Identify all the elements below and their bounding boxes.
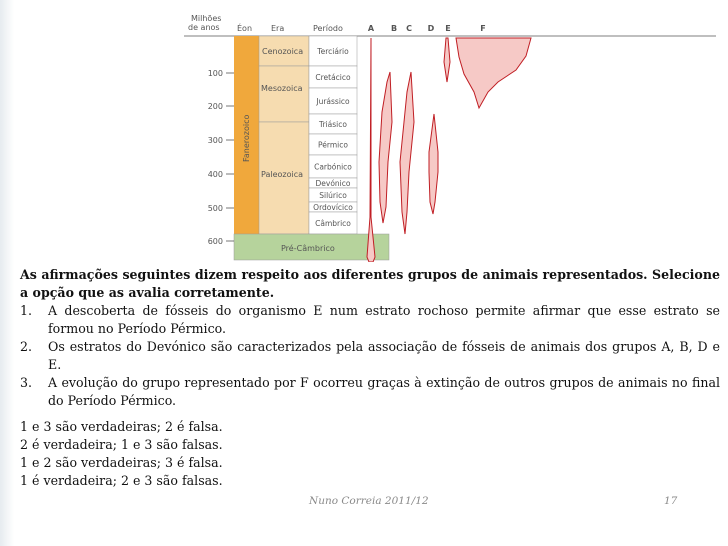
eon-label: Fanerozoico (242, 114, 251, 162)
period-label: Ordovícico (313, 203, 353, 212)
group-letter: B (390, 24, 398, 33)
axis-label-milhoes: Milhões (191, 14, 222, 23)
organism-range-a (367, 38, 375, 262)
statement-list (20, 302, 720, 410)
statement-number: 2. (20, 339, 33, 354)
era-mesozoica (259, 66, 309, 122)
question-block (20, 266, 720, 490)
statement-text: A evolução do grupo representado por F ocorreu graças à extinção de outros grupos de animais no final do Período Pérmico. (48, 375, 720, 408)
group-letter: F (480, 24, 486, 33)
group-letter: C (406, 24, 412, 33)
footer-author: Nuno Correia 2011/12 (309, 495, 429, 507)
answer-options (20, 418, 720, 490)
axis-tick-label: 300 (207, 136, 223, 145)
statement-number: 3. (20, 375, 33, 390)
period-column (309, 36, 357, 234)
page-number: 17 (664, 495, 678, 507)
statement-item (20, 302, 720, 338)
group-letter: A (367, 24, 375, 33)
answer-option[interactable]: 1 é verdadeira; 2 e 3 são falsas. (20, 473, 223, 488)
axis-tick-label: 100 (207, 69, 223, 78)
axis-tick-label: 500 (207, 204, 223, 213)
statement-number: 1. (20, 303, 33, 318)
slide-left-strip (0, 0, 14, 546)
axis-tick-label: 600 (207, 237, 223, 246)
age-axis (208, 69, 234, 246)
organism-range-f (456, 38, 531, 108)
question-intro: As afirmações seguintes dizem respeito aos diferentes grupos de animais representados. Selecione a opção que as avalia corretamente. (20, 267, 720, 300)
answer-option[interactable]: 2 é verdadeira; 1 e 3 são falsas. (20, 437, 223, 452)
answer-option[interactable]: 1 e 2 são verdadeiras; 3 é falsa. (20, 455, 223, 470)
era-header: Era (271, 24, 285, 33)
geologic-timescale-figure (176, 12, 716, 262)
organism-range-b (379, 72, 392, 223)
periodo-header: Período (313, 24, 343, 33)
axis-tick-label: 400 (207, 170, 223, 179)
period-label: Carbónico (314, 162, 352, 172)
period-label: Jurássico (316, 97, 350, 106)
group-letters (368, 24, 486, 33)
period-label: Terciário (317, 47, 349, 56)
period-label: Cretácico (315, 73, 351, 82)
statement-item (20, 338, 720, 374)
period-label: Devónico (315, 179, 351, 188)
period-label: Triásico (319, 120, 347, 129)
era-label-cenozoica: Cenozoica (262, 47, 304, 56)
statement-text: A descoberta de fósseis do organismo E num estrato rochoso permite afirmar que esse estrato se formou no Período Pérmico. (48, 303, 720, 336)
period-label: Câmbrico (315, 219, 351, 228)
group-letter: D (427, 24, 435, 33)
period-label: Silúrico (319, 191, 347, 200)
era-label-paleozoica: Paleozoica (261, 170, 304, 179)
organism-range-e (444, 38, 450, 82)
axis-label-de-anos: de anos (188, 23, 220, 32)
era-label-mesozoica: Mesozoica (261, 84, 303, 93)
precambrian-label: Pré-Câmbrico (281, 244, 335, 253)
organism-range-c (400, 72, 414, 234)
statement-text: Os estratos do Devónico são caracterizados pela associação de fósseis de animais dos grupos A, B, D e E. (48, 339, 720, 372)
group-letter: E (445, 24, 451, 33)
organism-range-d (429, 114, 438, 214)
answer-option[interactable]: 1 e 3 são verdadeiras; 2 é falsa. (20, 419, 223, 434)
statement-item (20, 374, 720, 410)
eon-header: Éon (237, 24, 253, 33)
axis-tick-label: 200 (207, 102, 223, 111)
period-label: Pérmico (318, 140, 348, 150)
